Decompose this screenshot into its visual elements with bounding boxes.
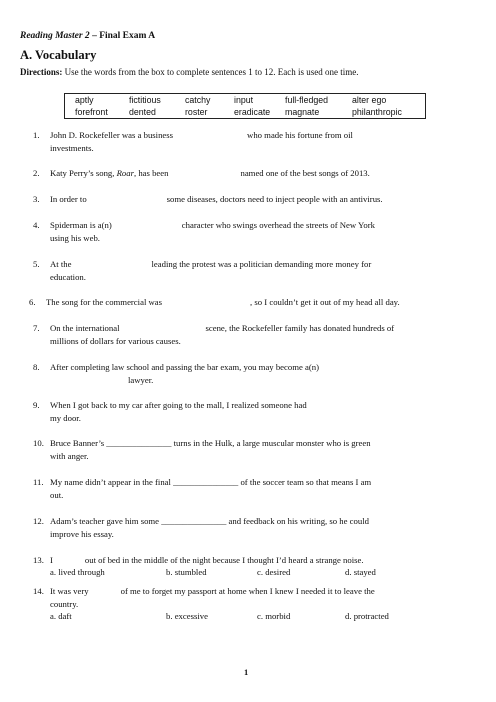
page-header (20, 31, 155, 41)
word: philanthropic (352, 107, 402, 117)
word: fictitious (129, 95, 161, 105)
question-12: 12. Adam’s teacher gave him some _______________ and feedback on his writing, so he could improve his essay. (33, 516, 369, 539)
option-13a[interactable]: a. lived through (50, 567, 105, 577)
section-title: A. Vocabulary (20, 48, 97, 62)
word: eradicate (234, 107, 271, 117)
question-13: 13. I out of bed in the middle of the night because I thought I’d heard a strange noise. (33, 555, 364, 565)
question-8: 8. After completing law school and passing the bar exam, you may become a(n) lawyer. (33, 362, 319, 385)
directions-text: Use the words from the box to complete sentences 1 to 12. Each is used one time. (62, 67, 359, 77)
question-7: 7. On the international scene, the Rockefeller family has donated hundreds of millions of dollars for various causes. (33, 323, 395, 346)
word: dented (129, 107, 156, 117)
header-title-rest: – Final Exam A (89, 31, 156, 41)
option-14c[interactable]: c. morbid (257, 611, 291, 621)
question-5: 5. At the leading the protest was a politician demanding more money for education. (33, 259, 372, 282)
option-14a[interactable]: a. daft (50, 611, 72, 621)
word: input (234, 95, 254, 105)
word: magnate (285, 107, 320, 117)
option-13b[interactable]: b. stumbled (166, 567, 207, 577)
question-3: 3. In order to some diseases, doctors need to inject people with an antivirus. (33, 194, 383, 204)
question-10: 10. Bruce Banner’s _______________ turns in the Hulk, a large muscular monster who is green with anger. (33, 438, 371, 461)
page-number: 1 (244, 667, 249, 677)
directions (20, 67, 359, 77)
option-14b[interactable]: b. excessive (166, 611, 208, 621)
word: aptly (75, 95, 94, 105)
directions-label: Directions: (20, 67, 63, 77)
question-1: 1. John D. Rockefeller was a business who made his fortune from oil investments. (33, 130, 353, 153)
question-14: 14. It was very of me to forget my passport at home when I knew I needed it to leave the country. (33, 586, 375, 609)
word: full-fledged (285, 95, 329, 105)
word: alter ego (352, 95, 387, 105)
option-13c[interactable]: c. desired (257, 567, 291, 577)
question-6: 6. The song for the commercial was , so I couldn’t get it out of my head all day. (29, 297, 400, 307)
option-13d[interactable]: d. stayed (345, 567, 376, 577)
question-9: 9. When I got back to my car after going to the mall, I realized someone had my door. (33, 400, 307, 423)
header-title-italic: Reading Master 2 (20, 31, 90, 41)
question-11: 11. My name didn’t appear in the final _______________ of the soccer team so that means I am out. (33, 477, 372, 500)
word-box (64, 93, 426, 119)
question-2: 2. Katy Perry’s song, Roar, has been named one of the best songs of 2013. (33, 168, 370, 178)
question-4: 4. Spiderman is a(n) character who swings overhead the streets of New York using his web. (33, 220, 376, 243)
word: catchy (185, 95, 211, 105)
word: forefront (75, 107, 108, 117)
word: roster (185, 107, 208, 117)
option-14d[interactable]: d. protracted (345, 611, 389, 621)
